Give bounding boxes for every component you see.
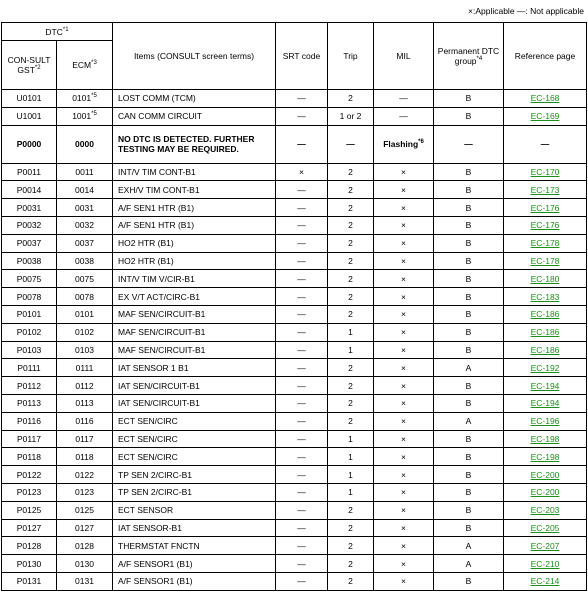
trip-cell: 2 — [328, 555, 374, 573]
ecm-cell: 0102 — [57, 323, 113, 341]
reference-page-link[interactable]: EC-210 — [530, 558, 560, 569]
mil-cell: Flashing$^{*6}$ — [374, 125, 434, 163]
trip-cell: — — [328, 125, 374, 163]
reference-page-link[interactable]: EC-180 — [530, 273, 560, 284]
item-cell: ECT SEN/CIRC — [113, 448, 276, 466]
ecm-cell: 0038 — [57, 252, 113, 270]
reference-page-cell — [504, 199, 587, 217]
reference-page-cell — [504, 288, 587, 306]
srt-code-cell: — — [276, 412, 328, 430]
table-row — [2, 448, 587, 466]
mil-cell: × — [374, 199, 434, 217]
reference-page-cell — [504, 519, 587, 537]
item-cell: IAT SENSOR 1 B1 — [113, 359, 276, 377]
mil-cell: × — [374, 519, 434, 537]
reference-page-link[interactable]: EC-198 — [530, 451, 560, 462]
consult-gst-cell: P0014 — [2, 181, 57, 199]
trip-cell: 2 — [328, 288, 374, 306]
mil-header: MIL — [374, 23, 434, 90]
reference-page-cell — [504, 394, 587, 412]
ecm-cell: 0125 — [57, 501, 113, 519]
item-cell: CAN COMM CIRCUIT — [113, 107, 276, 125]
table-row — [2, 519, 587, 537]
reference-page-cell — [504, 341, 587, 359]
consult-gst-cell: P0117 — [2, 430, 57, 448]
item-cell: ECT SENSOR — [113, 501, 276, 519]
table-body — [2, 90, 587, 591]
srt-code-cell: — — [276, 377, 328, 395]
reference-page-link[interactable]: EC-178 — [530, 238, 560, 249]
table-row — [2, 377, 587, 395]
consult-gst-cell: P0112 — [2, 377, 57, 395]
srt-code-cell: — — [276, 181, 328, 199]
mil-cell: × — [374, 412, 434, 430]
table-row — [2, 394, 587, 412]
item-cell: TP SEN 2/CIRC-B1 — [113, 483, 276, 501]
permanent-dtc-group-cell: B — [434, 448, 504, 466]
srt-code-cell: — — [276, 501, 328, 519]
srt-code-header: SRT code — [276, 23, 328, 90]
permanent-dtc-group-cell: B — [434, 305, 504, 323]
table-row — [2, 483, 587, 501]
ecm-cell: 0116 — [57, 412, 113, 430]
srt-code-cell: × — [276, 163, 328, 181]
ecm-footnote: *5 — [91, 111, 97, 118]
mil-cell: × — [374, 394, 434, 412]
consult-gst-cell: P0123 — [2, 483, 57, 501]
reference-page-cell — [504, 181, 587, 199]
table-row — [2, 107, 587, 125]
reference-page-cell: — — [504, 125, 587, 163]
mil-cell: × — [374, 341, 434, 359]
reference-page-link[interactable]: EC-196 — [530, 416, 560, 427]
permanent-dtc-group-cell: A — [434, 537, 504, 555]
ecm-cell: 0113 — [57, 394, 113, 412]
mil-cell: × — [374, 234, 434, 252]
table-row — [2, 288, 587, 306]
ecm-cell: 0075 — [57, 270, 113, 288]
reference-page-link[interactable]: EC-176 — [530, 220, 560, 231]
trip-cell: 2 — [328, 216, 374, 234]
permanent-dtc-group-cell: B — [434, 181, 504, 199]
item-cell: A/F SEN1 HTR (B1) — [113, 216, 276, 234]
ecm-cell: 0078 — [57, 288, 113, 306]
trip-cell: 2 — [328, 181, 374, 199]
ecm-footnote: *5 — [91, 93, 97, 100]
item-cell: TP SEN 2/CIRC-B1 — [113, 466, 276, 484]
permanent-dtc-group-cell: B — [434, 483, 504, 501]
ecm-cell: 0123 — [57, 483, 113, 501]
ecm-cell: 0118 — [57, 448, 113, 466]
consult-gst-cell: P0118 — [2, 448, 57, 466]
permanent-dtc-group-cell: B — [434, 199, 504, 217]
consult-gst-cell: P0113 — [2, 394, 57, 412]
reference-page-link[interactable]: EC-173 — [530, 184, 560, 195]
table-row — [2, 199, 587, 217]
reference-page-cell — [504, 216, 587, 234]
permanent-dtc-group-cell: A — [434, 555, 504, 573]
item-cell: INT/V TIM CONT-B1 — [113, 163, 276, 181]
reference-page-cell — [504, 448, 587, 466]
table-row — [2, 430, 587, 448]
permanent-dtc-group-cell: A — [434, 359, 504, 377]
item-cell: IAT SENSOR-B1 — [113, 519, 276, 537]
table-row — [2, 125, 587, 163]
item-cell: LOST COMM (TCM) — [113, 90, 276, 108]
trip-cell: 1 — [328, 323, 374, 341]
consult-gst-cell: P0038 — [2, 252, 57, 270]
item-cell: IAT SEN/CIRCUIT-B1 — [113, 394, 276, 412]
srt-code-cell: — — [276, 323, 328, 341]
srt-code-cell: — — [276, 90, 328, 108]
reference-page-cell — [504, 252, 587, 270]
permanent-dtc-group-cell: B — [434, 394, 504, 412]
reference-page-link[interactable]: EC-170 — [530, 166, 560, 177]
ecm-cell: 0031 — [57, 199, 113, 217]
consult-gst-cell: P0101 — [2, 305, 57, 323]
table-row — [2, 305, 587, 323]
table-row — [2, 537, 587, 555]
consult-gst-cell: P0128 — [2, 537, 57, 555]
reference-page-cell — [504, 163, 587, 181]
mil-cell: × — [374, 448, 434, 466]
consult-gst-cell: P0031 — [2, 199, 57, 217]
dtc-table — [1, 22, 587, 591]
ecm-cell: 1001$^{*5}$ — [57, 107, 113, 125]
reference-page-cell — [504, 270, 587, 288]
reference-page-link[interactable]: EC-214 — [530, 576, 560, 587]
trip-cell: 1 or 2 — [328, 107, 374, 125]
trip-cell: 2 — [328, 519, 374, 537]
item-cell: HO2 HTR (B1) — [113, 252, 276, 270]
item-cell: HO2 HTR (B1) — [113, 234, 276, 252]
table-row — [2, 466, 587, 484]
item-cell: A/F SENSOR1 (B1) — [113, 555, 276, 573]
trip-cell: 2 — [328, 252, 374, 270]
item-cell: IAT SEN/CIRCUIT-B1 — [113, 377, 276, 395]
ecm-cell: 0111 — [57, 359, 113, 377]
srt-code-cell: — — [276, 394, 328, 412]
reference-page-cell — [504, 323, 587, 341]
srt-code-cell: — — [276, 216, 328, 234]
srt-code-cell: — — [276, 234, 328, 252]
ecm-cell: 0101$^{*5}$ — [57, 90, 113, 108]
mil-cell: × — [374, 288, 434, 306]
mil-cell: × — [374, 216, 434, 234]
reference-page-link[interactable]: EC-203 — [530, 505, 560, 516]
srt-code-cell: — — [276, 305, 328, 323]
srt-code-cell: — — [276, 107, 328, 125]
reference-page-cell — [504, 412, 587, 430]
permanent-dtc-group-cell: B — [434, 341, 504, 359]
permanent-dtc-group-header: Permanent DTC group$^{*4}$ — [434, 23, 504, 90]
table-row — [2, 216, 587, 234]
srt-code-cell: — — [276, 430, 328, 448]
table-row — [2, 234, 587, 252]
trip-cell: 2 — [328, 234, 374, 252]
srt-code-cell: — — [276, 555, 328, 573]
ecm-cell: 0032 — [57, 216, 113, 234]
item-cell: EX V/T ACT/CIRC-B1 — [113, 288, 276, 306]
item-cell: INT/V TIM V/CIR-B1 — [113, 270, 276, 288]
ecm-cell: 0128 — [57, 537, 113, 555]
table-row — [2, 572, 587, 590]
trip-cell: 2 — [328, 90, 374, 108]
mil-cell: — — [374, 90, 434, 108]
item-cell: MAF SEN/CIRCUIT-B1 — [113, 323, 276, 341]
consult-gst-cell: P0000 — [2, 125, 57, 163]
mil-footnote: *6 — [418, 139, 424, 146]
table-row — [2, 555, 587, 573]
consult-gst-cell: U0101 — [2, 90, 57, 108]
reference-page-link[interactable]: EC-200 — [530, 487, 560, 498]
item-cell: THERMSTAT FNCTN — [113, 537, 276, 555]
srt-code-cell: — — [276, 199, 328, 217]
reference-page-cell — [504, 537, 587, 555]
srt-code-cell: — — [276, 252, 328, 270]
permanent-dtc-group-cell: B — [434, 90, 504, 108]
permanent-dtc-group-cell: B — [434, 572, 504, 590]
trip-cell: 1 — [328, 430, 374, 448]
reference-page-cell — [504, 305, 587, 323]
ecm-cell: 0011 — [57, 163, 113, 181]
item-cell: NO DTC IS DETECTED. FURTHER TESTING MAY BE REQUIRED. — [113, 125, 276, 163]
permanent-dtc-group-cell: B — [434, 216, 504, 234]
reference-page-cell — [504, 430, 587, 448]
srt-code-cell: — — [276, 537, 328, 555]
mil-cell: × — [374, 377, 434, 395]
mil-cell: × — [374, 537, 434, 555]
ecm-cell: 0000 — [57, 125, 113, 163]
consult-gst-cell: P0122 — [2, 466, 57, 484]
srt-code-cell: — — [276, 359, 328, 377]
reference-page-cell — [504, 555, 587, 573]
table-row — [2, 341, 587, 359]
reference-page-link[interactable]: EC-186 — [530, 309, 560, 320]
permanent-dtc-group-cell: B — [434, 270, 504, 288]
reference-page-header: Reference page — [504, 23, 587, 90]
ecm-cell: 0014 — [57, 181, 113, 199]
srt-code-cell: — — [276, 483, 328, 501]
mil-cell: × — [374, 359, 434, 377]
ecm-cell: 0103 — [57, 341, 113, 359]
trip-cell: 2 — [328, 199, 374, 217]
consult-gst-cell: P0125 — [2, 501, 57, 519]
ecm-cell: 0101 — [57, 305, 113, 323]
srt-code-cell: — — [276, 288, 328, 306]
trip-cell: 2 — [328, 394, 374, 412]
permanent-dtc-group-cell: B — [434, 234, 504, 252]
permanent-dtc-group-cell: B — [434, 288, 504, 306]
item-cell: A/F SENSOR1 (B1) — [113, 572, 276, 590]
trip-cell: 2 — [328, 501, 374, 519]
reference-page-cell — [504, 501, 587, 519]
consult-gst-cell: P0111 — [2, 359, 57, 377]
reference-page-cell — [504, 466, 587, 484]
permanent-dtc-group-cell: B — [434, 430, 504, 448]
permanent-dtc-group-cell: A — [434, 412, 504, 430]
reference-page-cell — [504, 572, 587, 590]
permanent-dtc-group-cell: B — [434, 163, 504, 181]
ecm-cell: 0112 — [57, 377, 113, 395]
table-row — [2, 163, 587, 181]
consult-gst-cell: P0116 — [2, 412, 57, 430]
ecm-cell: 0117 — [57, 430, 113, 448]
consult-gst-cell: P0130 — [2, 555, 57, 573]
reference-page-link[interactable]: EC-186 — [530, 344, 560, 355]
consult-gst-cell: P0127 — [2, 519, 57, 537]
permanent-dtc-group-cell: B — [434, 107, 504, 125]
srt-code-cell: — — [276, 448, 328, 466]
dtc-header: DTC$^{*1}$ — [2, 23, 113, 41]
ecm-cell: 0131 — [57, 572, 113, 590]
srt-code-cell: — — [276, 341, 328, 359]
mil-cell: — — [374, 107, 434, 125]
mil-cell: × — [374, 270, 434, 288]
item-cell: A/F SEN1 HTR (B1) — [113, 199, 276, 217]
trip-cell: 2 — [328, 412, 374, 430]
item-cell: MAF SEN/CIRCUIT-B1 — [113, 341, 276, 359]
reference-page-link[interactable]: EC-198 — [530, 433, 560, 444]
srt-code-cell: — — [276, 572, 328, 590]
consult-gst-cell: U1001 — [2, 107, 57, 125]
table-row — [2, 359, 587, 377]
srt-code-cell: — — [276, 270, 328, 288]
mil-cell: × — [374, 501, 434, 519]
trip-cell: 2 — [328, 359, 374, 377]
ecm-header: ECM$^{*3}$ — [57, 41, 113, 90]
trip-cell: 1 — [328, 483, 374, 501]
consult-gst-cell: P0075 — [2, 270, 57, 288]
permanent-dtc-group-cell: B — [434, 377, 504, 395]
permanent-dtc-group-cell: B — [434, 501, 504, 519]
table-row — [2, 270, 587, 288]
trip-cell: 1 — [328, 466, 374, 484]
permanent-dtc-group-cell: B — [434, 466, 504, 484]
consult-gst-cell: P0078 — [2, 288, 57, 306]
trip-cell: 2 — [328, 377, 374, 395]
mil-cell: × — [374, 305, 434, 323]
ecm-cell: 0122 — [57, 466, 113, 484]
consult-gst-cell: P0032 — [2, 216, 57, 234]
reference-page-cell — [504, 359, 587, 377]
srt-code-cell: — — [276, 519, 328, 537]
item-cell: MAF SEN/CIRCUIT-B1 — [113, 305, 276, 323]
table-row — [2, 181, 587, 199]
ecm-cell: 0127 — [57, 519, 113, 537]
ecm-cell: 0130 — [57, 555, 113, 573]
permanent-dtc-group-cell: — — [434, 125, 504, 163]
table-row — [2, 90, 587, 108]
reference-page-link[interactable]: EC-176 — [530, 202, 560, 213]
reference-page-link[interactable]: EC-178 — [530, 255, 560, 266]
reference-page-cell — [504, 90, 587, 108]
reference-page-cell — [504, 107, 587, 125]
trip-cell: 2 — [328, 537, 374, 555]
table-row — [2, 252, 587, 270]
mil-cell: × — [374, 181, 434, 199]
trip-cell: 1 — [328, 341, 374, 359]
consult-gst-cell: P0037 — [2, 234, 57, 252]
reference-page-link[interactable]: EC-183 — [530, 291, 560, 302]
srt-code-cell: — — [276, 466, 328, 484]
reference-page-link[interactable]: EC-168 — [530, 93, 560, 104]
item-cell: ECT SEN/CIRC — [113, 430, 276, 448]
mil-cell: × — [374, 483, 434, 501]
mil-cell: × — [374, 572, 434, 590]
table-row — [2, 323, 587, 341]
reference-page-link[interactable]: EC-200 — [530, 469, 560, 480]
trip-cell: 2 — [328, 572, 374, 590]
consult-gst-cell: P0102 — [2, 323, 57, 341]
mil-cell: × — [374, 252, 434, 270]
reference-page-link[interactable]: EC-194 — [530, 380, 560, 391]
consult-gst-cell: P0131 — [2, 572, 57, 590]
trip-header: Trip — [328, 23, 374, 90]
mil-cell: × — [374, 466, 434, 484]
reference-page-cell — [504, 377, 587, 395]
trip-cell: 2 — [328, 270, 374, 288]
consult-gst-header: CON-SULT GST$^{*2}$ — [2, 41, 57, 90]
srt-code-cell: — — [276, 125, 328, 163]
mil-cell: × — [374, 555, 434, 573]
reference-page-link[interactable]: EC-192 — [530, 362, 560, 373]
reference-page-link[interactable]: EC-205 — [530, 522, 560, 533]
reference-page-link[interactable]: EC-207 — [530, 540, 560, 551]
trip-cell: 1 — [328, 448, 374, 466]
table-row — [2, 412, 587, 430]
mil-cell: × — [374, 323, 434, 341]
reference-page-cell — [504, 234, 587, 252]
permanent-dtc-group-cell: B — [434, 519, 504, 537]
consult-gst-cell: P0103 — [2, 341, 57, 359]
reference-page-link[interactable]: EC-194 — [530, 398, 560, 409]
reference-page-link[interactable]: EC-186 — [530, 327, 560, 338]
applicability-legend: ×:Applicable —: Not applicable — [468, 6, 584, 16]
items-header: Items (CONSULT screen terms) — [113, 23, 276, 90]
reference-page-link[interactable]: EC-169 — [530, 111, 560, 122]
permanent-dtc-group-cell: B — [434, 323, 504, 341]
consult-gst-cell: P0011 — [2, 163, 57, 181]
item-cell: ECT SEN/CIRC — [113, 412, 276, 430]
table-row — [2, 501, 587, 519]
table-header — [2, 23, 587, 90]
reference-page-cell — [504, 483, 587, 501]
permanent-dtc-group-cell: B — [434, 252, 504, 270]
mil-cell: × — [374, 163, 434, 181]
trip-cell: 2 — [328, 305, 374, 323]
mil-cell: × — [374, 430, 434, 448]
ecm-cell: 0037 — [57, 234, 113, 252]
item-cell: EXH/V TIM CONT-B1 — [113, 181, 276, 199]
trip-cell: 2 — [328, 163, 374, 181]
